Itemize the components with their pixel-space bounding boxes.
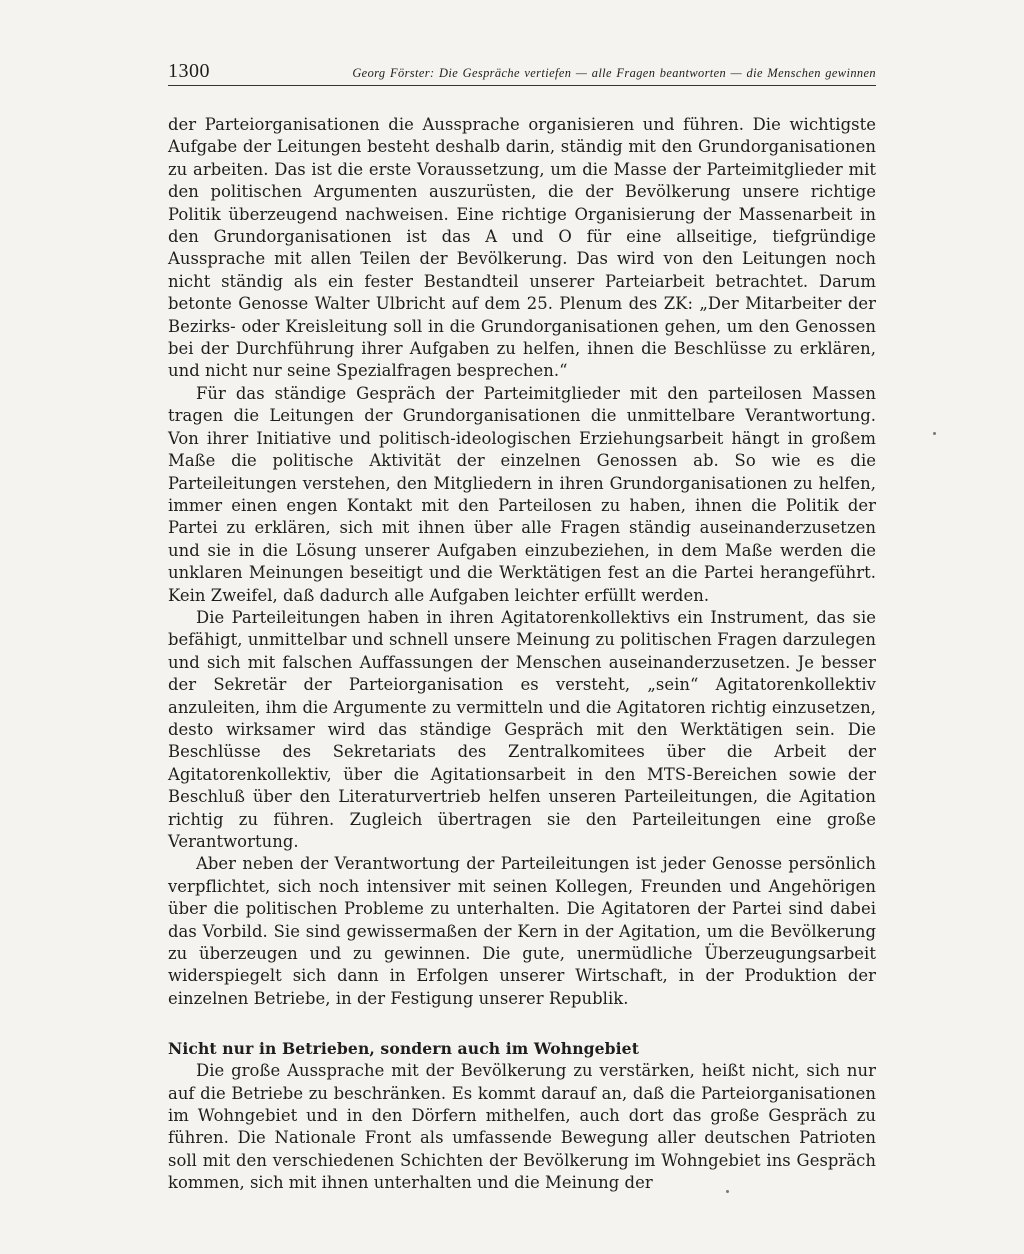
running-head [168,60,876,86]
section-heading: Nicht nur in Betrieben, sondern auch im Wohngebiet [168,1039,640,1059]
paragraph-2: Für das ständige Gespräch der Parteimitglieder mit den parteilosen Massen tragen die Leitungen der Grundorganisationen die unmittelbare Verantwortung. Von ihrer Initiative und politisch-ideologischen Erziehungsarbeit hängt in großem Maße die politische Aktivität der einzelnen Genossen ab. So wie es die Parteileitungen verstehen, den Mitgliedern in ihren Grundorganisationen zu helfen, immer einen engen Kontakt mit den Parteilosen zu haben, ihnen die Politik der Partei zu erklären, sich mit ihnen über alle Fragen ständig auseinanderzusetzen und sie in die Lösung unserer Aufgaben einzubeziehen, in dem Maße werden die unklaren Meinungen beseitigt und die Werktätigen fest an die Partei herangeführt. Kein Zweifel, daß dadurch alle Aufgaben leichter erfüllt werden. [168,383,876,605]
section-paragraph: Die große Aussprache mit der Bevölkerung zu verstärken, heißt nicht, sich nur auf die Betriebe zu beschränken. Es kommt darauf an, daß die Parteiorganisationen im Wohngebiet und in den Dörfern mithelfen, auch dort das große Gespräch zu führen. Die Nationale Front als umfassende Bewegung aller deutschen Patrioten soll mit den verschiedenen Schichten der Bevölkerung im Wohngebiet ins Gespräch kommen, sich mit ihnen unterhalten und die Meinung der [168,1061,876,1193]
document-page [168,60,876,1195]
scan-speck [933,432,936,435]
scan-speck [726,1190,729,1193]
paragraph-3: Die Parteileitungen haben in ihren Agitatorenkollektivs ein Instrument, das sie befähigt, unmittelbar und schnell unsere Meinung zu politischen Fragen darzulegen und sich mit falschen Auffassungen der Menschen auseinanderzusetzen. Je besser der Sekretär der Parteiorganisation es versteht, „sein“ Agitatorenkollektiv anzuleiten, ihm die Argumente zu vermitteln und die Agitatoren richtig einzusetzen, desto wirksamer wird das ständige Gespräch mit den Werktätigen sein. Die Beschlüsse des Sekretariats des Zentralkomitees über die Arbeit der Agitatorenkollektiv, über die Agitationsarbeit in den MTS-Bereichen sowie der Beschluß über den Literaturvertrieb helfen unseren Parteileitungen, die Agitation richtig zu führen. Zugleich übertragen sie den Parteileitungen eine große Verantwortung. [168,607,876,851]
page-number: 1300 [168,60,210,82]
paragraph-1: der Parteiorganisationen die Aussprache organisieren und führen. Die wichtigste Aufgabe der Leitungen besteht deshalb darin, ständig mit den Grundorganisationen zu arbeiten. Das ist die erste Voraussetzung, um die Masse der Parteimitglieder mit den politischen Argumenten auszurüsten, die der Bevölkerung unsere richtige Politik überzeugend nachweisen. Eine richtige Organisierung der Massenarbeit in den Grundorganisationen ist das A und O für eine allseitige, tiefgründige Aussprache mit allen Teilen der Bevölkerung. Das wird von den Leitungen noch nicht ständig als ein fester Bestandteil unserer Parteiarbeit betrachtet. Darum betonte Genosse Walter Ulbricht auf dem 25. Plenum des ZK: „Der Mitarbeiter der Bezirks- oder Kreisleitung soll in die Grundorganisationen gehen, um den Genossen bei der Durchführung ihrer Aufgaben zu helfen, ihnen die Beschlüsse zu erklären, und nicht nur seine Spezialfragen besprechen.“ [168,115,876,381]
paragraph-4: Aber neben der Verantwortung der Parteileitungen ist jeder Genosse persönlich verpflichtet, sich noch intensiver mit seinen Kollegen, Freunden und Angehörigen über die politischen Probleme zu unterhalten. Die Agitatoren der Partei sind dabei das Vorbild. Sie sind gewissermaßen der Kern in der Agitation, um die Bevölkerung zu überzeugen und zu gewinnen. Die gute, unermüdliche Überzeugungsarbeit widerspiegelt sich dann in Erfolgen unserer Wirtschaft, in der Produktion der einzelnen Betriebe, in der Festigung unserer Republik. [168,854,876,1008]
body-text [168,114,876,1195]
running-title: Georg Förster: Die Gespräche vertiefen — alle Fragen beantworten — die Menschen gewinnen [352,66,876,80]
